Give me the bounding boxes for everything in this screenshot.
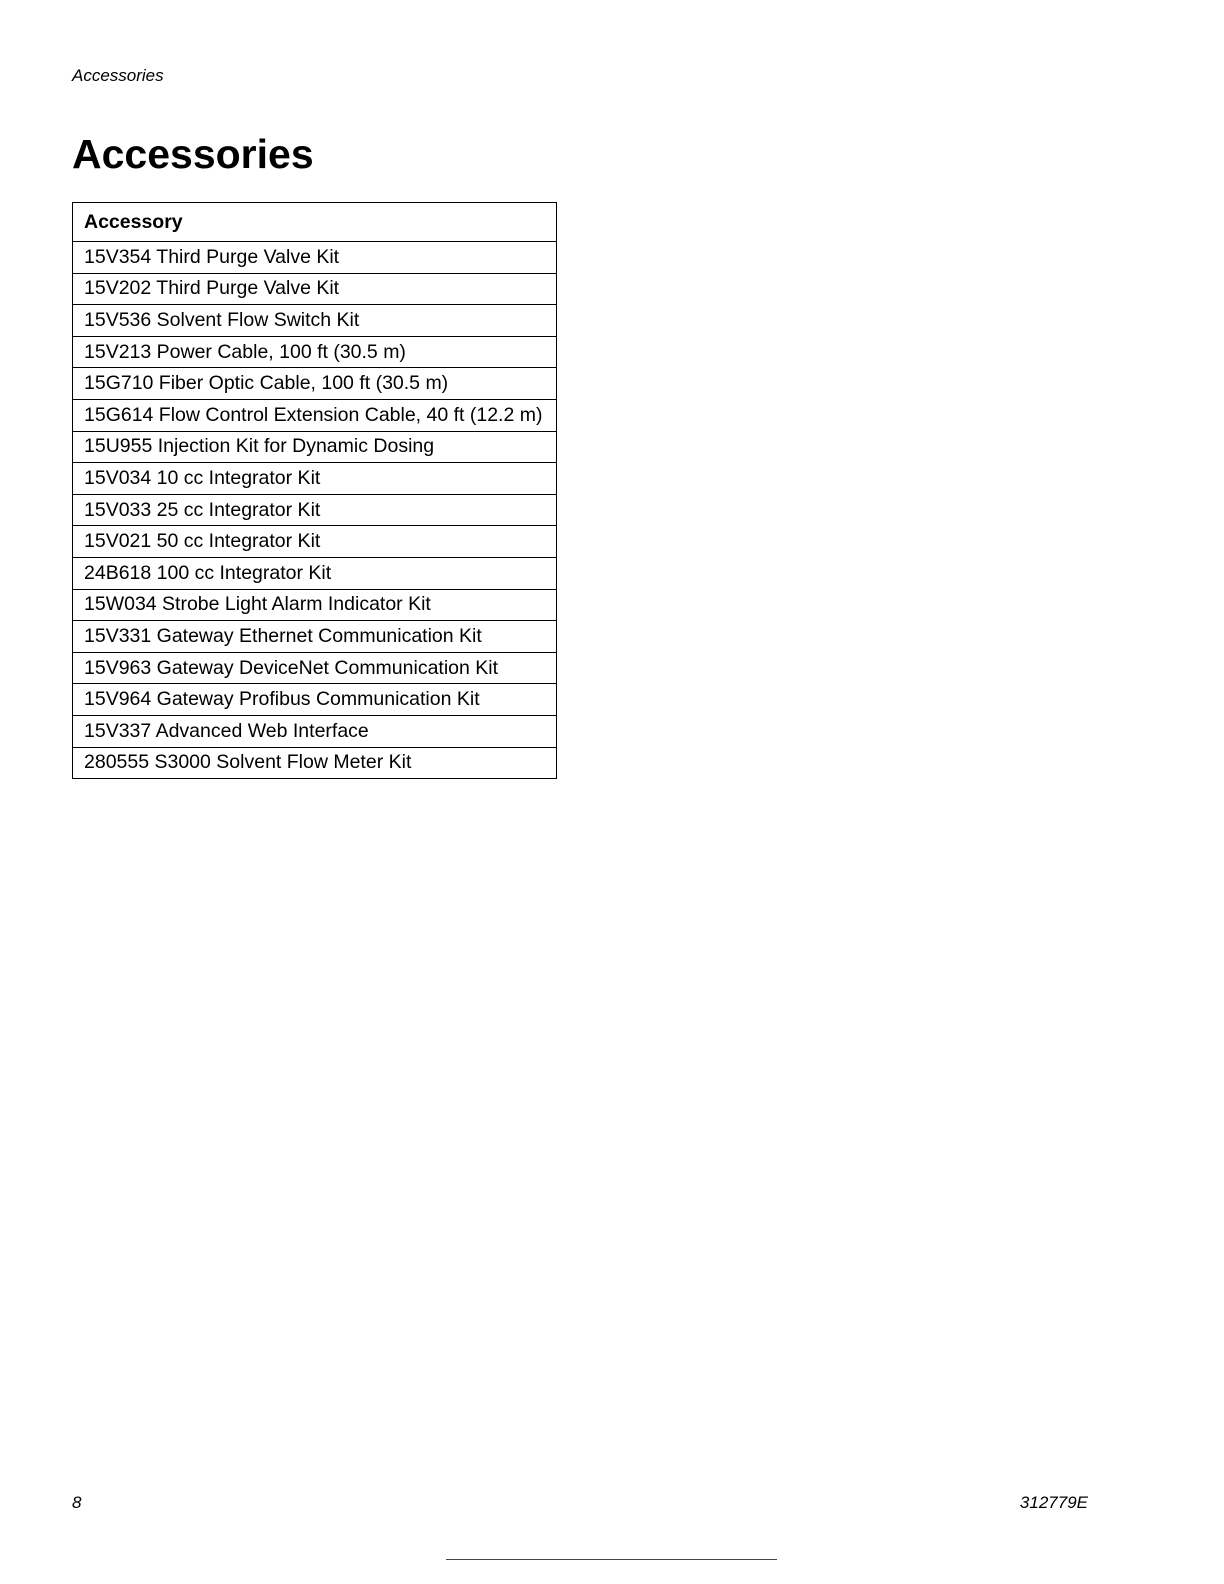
table-row — [73, 336, 557, 368]
table-row — [73, 368, 557, 400]
accessories-table — [72, 202, 557, 779]
table-cell: 15V964 Gateway Profibus Communication Kit — [73, 684, 557, 716]
table-row — [73, 684, 557, 716]
page-number: 8 — [72, 1493, 82, 1512]
table-cell: 15V021 50 cc Integrator Kit — [73, 526, 557, 558]
table-row — [73, 715, 557, 747]
table-row — [73, 305, 557, 337]
table-row — [73, 494, 557, 526]
document-number: 312779E — [1019, 1493, 1088, 1512]
table-cell: 15U955 Injection Kit for Dynamic Dosing — [73, 431, 557, 463]
table-cell: 15V331 Gateway Ethernet Communication Kit — [73, 621, 557, 653]
table-cell: 15V033 25 cc Integrator Kit — [73, 494, 557, 526]
footer-divider — [446, 1559, 777, 1560]
running-header: Accessories — [72, 66, 164, 85]
table-row — [73, 747, 557, 779]
table-row — [73, 652, 557, 684]
table-cell: 15V337 Advanced Web Interface — [73, 715, 557, 747]
table-row — [73, 526, 557, 558]
table-cell: 15V963 Gateway DeviceNet Communication Kit — [73, 652, 557, 684]
table-row — [73, 589, 557, 621]
accessories-table-body — [73, 242, 557, 779]
table-cell: 15V536 Solvent Flow Switch Kit — [73, 305, 557, 337]
table-row — [73, 621, 557, 653]
table-row — [73, 463, 557, 495]
table-cell: 15V034 10 cc Integrator Kit — [73, 463, 557, 495]
table-cell: 15V354 Third Purge Valve Kit — [73, 242, 557, 274]
column-header-accessory: Accessory — [73, 203, 557, 242]
table-cell: 280555 S3000 Solvent Flow Meter Kit — [73, 747, 557, 779]
table-header-row — [73, 203, 557, 242]
table-cell: 15V202 Third Purge Valve Kit — [73, 273, 557, 305]
page-title: Accessories — [72, 131, 314, 177]
table-cell: 15W034 Strobe Light Alarm Indicator Kit — [73, 589, 557, 621]
table-cell: 15G614 Flow Control Extension Cable, 40 ft (12.2 m) — [73, 399, 557, 431]
table-row — [73, 399, 557, 431]
table-cell: 15G710 Fiber Optic Cable, 100 ft (30.5 m) — [73, 368, 557, 400]
table-row — [73, 273, 557, 305]
table-cell: 24B618 100 cc Integrator Kit — [73, 557, 557, 589]
table-row — [73, 431, 557, 463]
table-row — [73, 242, 557, 274]
table-row — [73, 557, 557, 589]
table-cell: 15V213 Power Cable, 100 ft (30.5 m) — [73, 336, 557, 368]
